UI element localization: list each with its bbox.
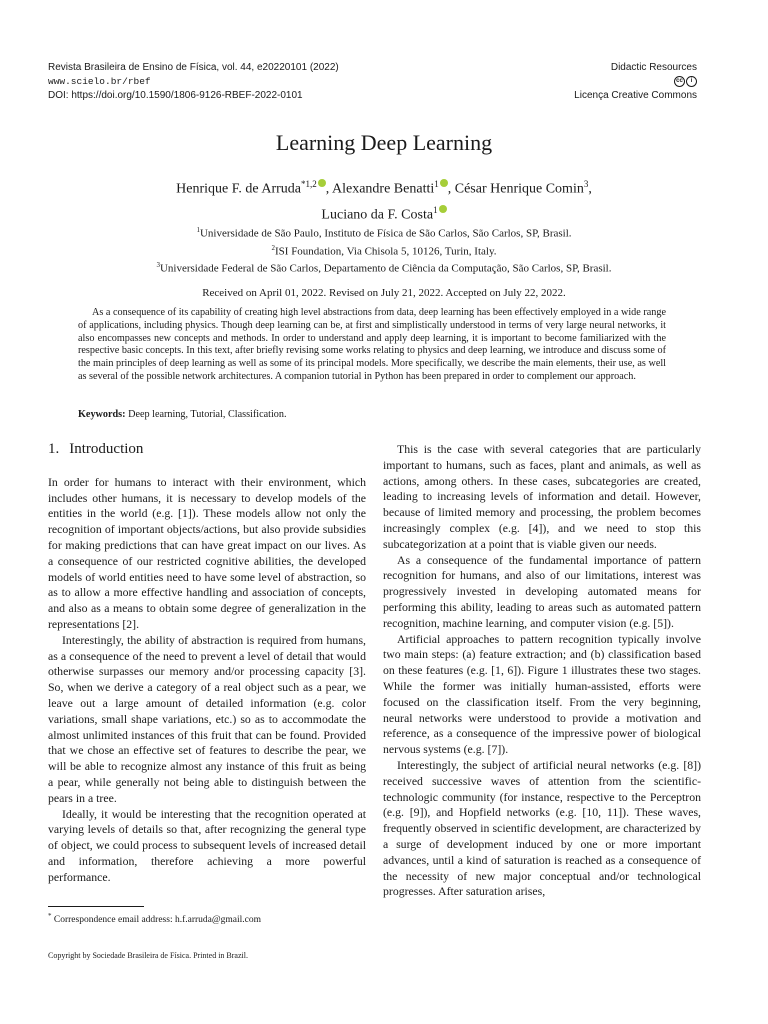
author-affiliation-mark: 3 bbox=[583, 179, 589, 189]
affiliation: $^2$ISI Foundation, Via Chisola 5, 10126, Turin, Italy. bbox=[271, 243, 497, 258]
abstract bbox=[78, 307, 666, 384]
author-name: Alexandre Benatti bbox=[332, 181, 435, 197]
abstract-text: As a consequence of its capability of creating high level abstractions from data, deep learning has been effectively employed in a wide range of applications, including physics. Though deep learning can be, at first and simplistically understood in terms of very large neural networks, it also encompasses new concepts and methods. In order to understand and apply deep learning, it is important to become familiarized with the respective basic concepts. In this text, after briefly revising some works relating to physics and deep learning, we introduce and discuss some of the main principles of deep learning as well as some of its principal models. More specifically, we describe the main elements, their use, as well as several of the possible network architectures. A companion tutorial in Python has been prepared in order to complement our approach. bbox=[78, 307, 666, 382]
paragraph: As a consequence of the fundamental importance of pattern recognition for humans, and also of our limitations, interest was progressively invested in developing automated means for performing this ability, leading to areas such as automated pattern recognition, machine learning, and computer vision (e.g. [5]). bbox=[383, 552, 701, 630]
journal-website-link[interactable]: www.scielo.br/rbef bbox=[48, 76, 151, 87]
orcid-icon[interactable] bbox=[440, 179, 448, 187]
paragraph: Artificial approaches to pattern recognition typically involve two main steps: (a) feature extraction; and (b) classification based on these features (e.g. [1, 6]). Figure 1 illustrates these two stages. While the former was initially human-assisted, efforts were focused on the classification itself. From the very beginning, neural networks were understood to provide a motivation and reference, as a consequence of the impressive power of biological nervous systems (e.g. [7]). bbox=[383, 631, 701, 757]
orcid-icon[interactable] bbox=[439, 205, 447, 213]
author-affiliation-mark: 1 bbox=[433, 204, 438, 215]
paragraph: This is the case with several categories that are particularly important to humans, such as faces, plant and animals, as well as actions, among others. In these cases, subcategories are created, leading to increasing levels of information and detail. However, because of limited memory and processing, the problem becomes increasingly complex (e.g. [4]), and we need to stop this subcategorization at a point that is viable given our needs. bbox=[383, 442, 701, 551]
doi-link[interactable]: DOI: https://doi.org/10.1590/1806-9126-RBEF-2022-0101 bbox=[48, 90, 303, 101]
journal-citation: Revista Brasileira de Ensino de Física, vol. 44, e20220101 (2022) bbox=[48, 62, 339, 73]
author-name: Henrique F. de Arruda bbox=[176, 181, 302, 197]
paragraph: Ideally, it would be interesting that the recognition operated at varying levels of details so that, after recognizing the general type of object, we could process to subsequent levels of increased detail and information, therefore achieving a more powerful performance. bbox=[48, 806, 366, 884]
left-column bbox=[48, 442, 366, 886]
running-header-right bbox=[574, 61, 697, 103]
footnote bbox=[48, 912, 261, 925]
paragraph: Interestingly, the ability of abstraction is required from humans, as a consequence of the need to prevent a level of detail that would otherwise surpasses our memory and/or processing capacity [3]. So, when we derive a category of a real object such as a pear, we leave out a large amount of detailed information (e.g. color variations, small shape variations, etc.) so as to accommodate the almost unlimited instances of this fruit that can be found. Provided that we chose an effective set of features to describe the pear, we will be able to recognize almost any instance of this fruit as being a pear, while generally not being able to distinguish between the pears in a tree. bbox=[48, 632, 366, 805]
author-name: César Henrique Comin bbox=[454, 181, 584, 197]
keywords-list: Deep learning, Tutorial, Classification. bbox=[128, 409, 287, 420]
orcid-icon[interactable] bbox=[318, 179, 326, 187]
license-link[interactable]: Licença Creative Commons bbox=[574, 90, 697, 101]
affiliation: $^3$Universidade Federal de São Carlos, Departamento de Ciência da Computação, São Carlos, SP, Brasil. bbox=[156, 261, 612, 275]
affiliation: $^1$Universidade de São Paulo, Instituto de Física de São Carlos, São Carlos, SP, Brasil. bbox=[196, 226, 572, 240]
author-name: Luciano da F. Costa bbox=[321, 207, 434, 223]
affiliation-list bbox=[0, 223, 768, 276]
footnote-divider bbox=[48, 906, 144, 907]
right-column bbox=[383, 442, 701, 900]
correspondence-email: Correspondence email address: h.f.arruda@gmail.com bbox=[53, 915, 261, 926]
keywords bbox=[78, 409, 666, 420]
section-heading bbox=[48, 442, 366, 458]
copyright-notice: Copyright by Sociedade Brasileira de Física. Printed in Brazil. bbox=[48, 951, 248, 960]
paragraph: In order for humans to interact with their environment, which includes other humans, it is necessary to develop models of the entities in the world (e.g. [1]). These models allow not only the recognition of important objects/actions, but also provide subsidies for making predictions that can have great impact on our lives. As a consequence of our restricted cognitive abilities, the developed models of world entities need to have some level of abstraction, so as to allow a more effective handling and association of concepts, and also as a means to obtain some degree of generalization in the representations [2]. bbox=[48, 474, 366, 631]
paper-title: Learning Deep Learning bbox=[275, 130, 493, 155]
author-affiliation-mark: *1,2 bbox=[301, 179, 317, 189]
keywords-label: Keywords: bbox=[78, 409, 126, 420]
cc-by-icon: cc i bbox=[672, 75, 697, 89]
section-number: 1. bbox=[48, 441, 60, 457]
footnote-mark: * bbox=[48, 912, 52, 920]
author-affiliation-mark: 1 bbox=[434, 179, 439, 189]
running-header-left bbox=[48, 61, 339, 103]
section-title: Introduction bbox=[69, 441, 144, 457]
author-list: Henrique F. de Arruda$^{*1,2}$ , Alexandre Benatti$^1$ , César Henrique Comin$^3$, Luciano da F. Costa$^1$ bbox=[176, 179, 592, 223]
paragraph: Interestingly, the subject of artificial neural networks (e.g. [8]) received successive waves of attention from the scientific-technologic community (for instance, respective to the Perceptron (e.g. [9]), and Hopfield networks (e.g. [10, 11]). These waves, frequently observed in scientific development, are characterized by a surge of development induced by one or more important advances, until a kind of saturation is reached as a consequence of the necessity of new major conceptual and/or technological progresses. After saturation arises, bbox=[383, 757, 701, 899]
submission-dates: Received on April 01, 2022. Revised on July 21, 2022. Accepted on July 22, 2022. bbox=[202, 287, 566, 299]
section-label: Didactic Resources bbox=[610, 62, 697, 73]
